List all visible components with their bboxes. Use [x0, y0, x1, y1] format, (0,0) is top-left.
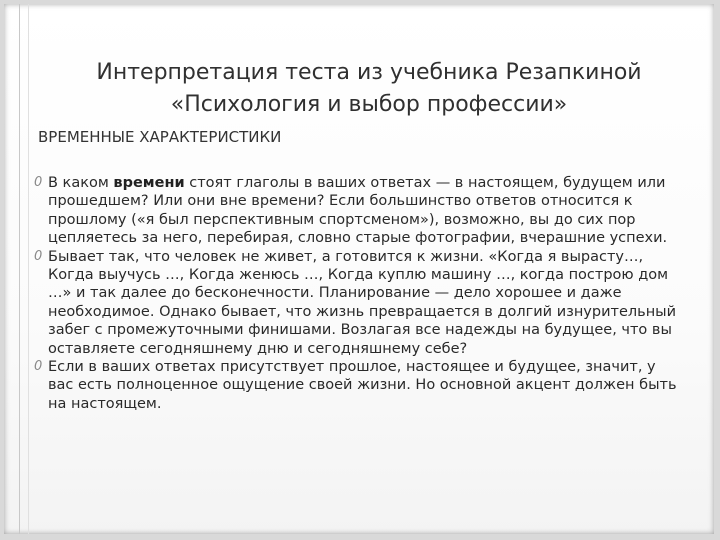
bullet-text: Если в ваших ответах присутствует прошлое, настоящее и будущее, значит, у вас есть полноценное ощущение своей жизни. Но основной акцент должен быть на настоящем.	[48, 359, 677, 412]
slide	[4, 4, 714, 534]
bullet-text: Бывает так, что человек не живет, а готовится к жизни. «Когда я вырасту…, Когда выучусь …, Когда женюсь …, Когда куплю машину …, когда построю дом …» и так далее до бесконечности. Планирование — дело хорошее и даже необходимое. Однако бывает, что жизнь превращается в долгий изнурительный забег с промежуточными финишами. Возлагая все надежды на будущее, что вы оставляете сегодняшнему дню и сегодняшнему себе?	[48, 248, 677, 357]
section-heading: ВРЕМЕННЫЕ ХАРАКТЕРИСТИКИ	[38, 128, 282, 146]
slide-title	[64, 57, 674, 121]
decorative-rail-inner	[28, 4, 29, 534]
bullet-item	[34, 248, 684, 358]
bullet-text-post: стоят глаголы в ваших ответах — в настоящем, будущем или прошедшем? Или они вне времени? Если большинство ответов относится к прошлому («я был перспективным спортсменом»), возможно, вы до сих пор цепляетесь за него, перебирая, словно старые фотографии, вчерашние успехи.	[48, 175, 668, 247]
bullet-list	[34, 174, 684, 413]
decorative-rail	[19, 4, 20, 534]
bullet-marker: 0	[34, 175, 43, 190]
title-line-2: «Психология и выбор профессии»	[170, 91, 568, 117]
bullet-marker: 0	[34, 248, 43, 264]
title-line-1: Интерпретация теста из учебника Резапкиной	[96, 59, 642, 85]
bullet-item	[34, 358, 684, 413]
bullet-text-pre: В каком	[48, 175, 114, 191]
bullet-item	[34, 174, 684, 248]
bullet-marker: 0	[34, 359, 43, 375]
bullet-text-bold: времени	[113, 175, 185, 191]
